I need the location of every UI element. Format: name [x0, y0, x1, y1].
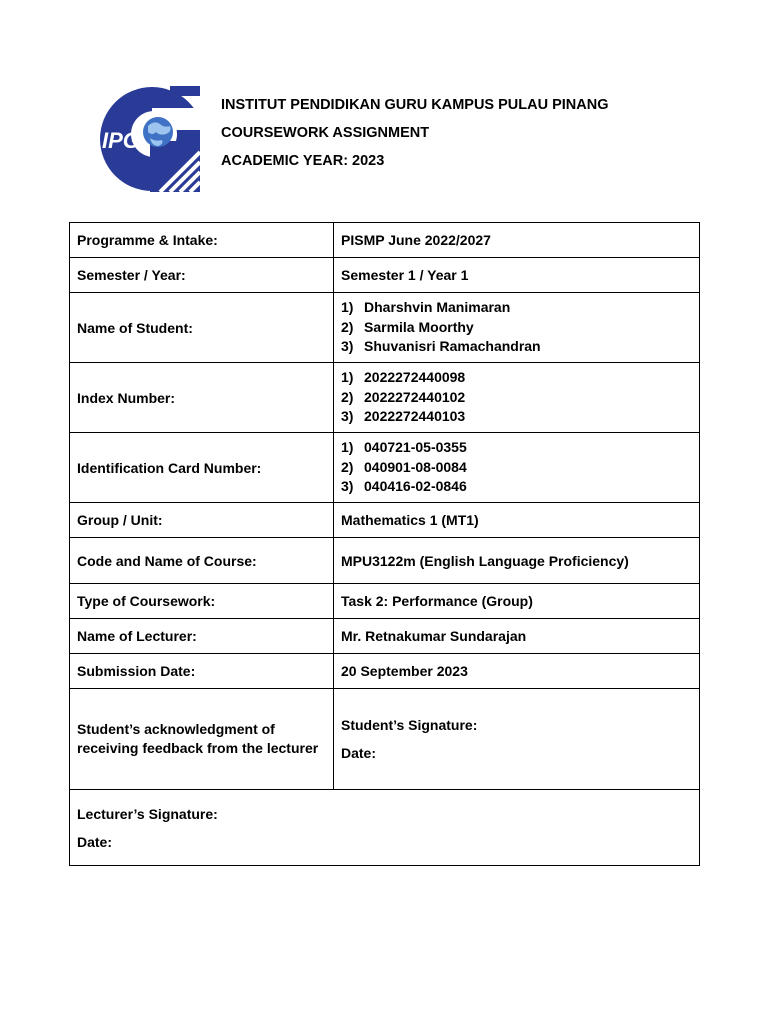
row-lecturer-signature	[70, 790, 700, 866]
logo-text: IPG	[102, 128, 140, 153]
coursework-value: Task 2: Performance (Group)	[334, 584, 700, 619]
course-value: MPU3122m (English Language Proficiency)	[334, 538, 700, 584]
list-item: 1) Dharshvin Manimaran	[341, 299, 511, 316]
student-label: Name of Student:	[70, 293, 334, 363]
ipg-logo-graphic	[100, 86, 200, 192]
index-label: Index Number:	[70, 363, 334, 433]
academic-year: ACADEMIC YEAR: 2023	[221, 153, 385, 169]
course-label: Code and Name of Course:	[70, 538, 334, 584]
lecturer-signature-cell	[70, 790, 700, 866]
list-item: 2) 2022272440102	[341, 388, 466, 405]
document-header	[221, 91, 608, 175]
row-ic-numbers	[70, 433, 700, 503]
row-student-names	[70, 293, 700, 363]
student-signature-cell	[334, 689, 700, 790]
lecturer-value: Mr. Retnakumar Sundarajan	[334, 619, 700, 654]
list-item: 1) 040721-05-0355	[341, 439, 467, 456]
index-numbers-list	[341, 368, 692, 427]
programme-value: PISMP June 2022/2027	[334, 223, 700, 258]
acknowledgment-label: Student’s acknowledgment of receiving feedback from the lecturer	[70, 689, 334, 790]
ipg-logo	[100, 86, 200, 192]
row-acknowledgment	[70, 689, 700, 790]
institute-name: INSTITUT PENDIDIKAN GURU KAMPUS PULAU PINANG	[221, 97, 609, 113]
ic-label: Identification Card Number:	[70, 433, 334, 503]
student-names-list	[341, 298, 692, 357]
row-programme	[70, 223, 700, 258]
list-item: 2) Sarmila Moorthy	[341, 318, 474, 335]
list-item: 3) 2022272440103	[341, 408, 466, 425]
submission-value: 20 September 2023	[334, 654, 700, 689]
semester-value: Semester 1 / Year 1	[334, 258, 700, 293]
lecturer-date-label: Date:	[77, 833, 113, 850]
row-group	[70, 503, 700, 538]
ic-numbers-cell	[334, 433, 700, 503]
student-date-label: Date:	[341, 745, 377, 761]
submission-label: Submission Date:	[70, 654, 334, 689]
list-item: 3) 040416-02-0846	[341, 478, 467, 495]
coursework-label: Type of Coursework:	[70, 584, 334, 619]
group-value: Mathematics 1 (MT1)	[334, 503, 700, 538]
programme-label: Programme & Intake:	[70, 223, 334, 258]
index-numbers-cell	[334, 363, 700, 433]
ic-numbers-list	[341, 438, 692, 497]
row-semester	[70, 258, 700, 293]
row-submission	[70, 654, 700, 689]
row-coursework-type	[70, 584, 700, 619]
semester-label: Semester / Year:	[70, 258, 334, 293]
row-lecturer	[70, 619, 700, 654]
row-course	[70, 538, 700, 584]
list-item: 2) 040901-08-0084	[341, 458, 467, 475]
list-item: 3) Shuvanisri Ramachandran	[341, 338, 541, 355]
lecturer-label: Name of Lecturer:	[70, 619, 334, 654]
student-names-cell	[334, 293, 700, 363]
lecturer-signature-label: Lecturer’s Signature:	[77, 805, 218, 822]
list-item: 1) 2022272440098	[341, 369, 466, 386]
student-signature-label: Student’s Signature:	[341, 717, 478, 733]
document-type: COURSEWORK ASSIGNMENT	[221, 125, 430, 141]
group-label: Group / Unit:	[70, 503, 334, 538]
coursework-cover-table	[69, 222, 700, 866]
row-index-numbers	[70, 363, 700, 433]
